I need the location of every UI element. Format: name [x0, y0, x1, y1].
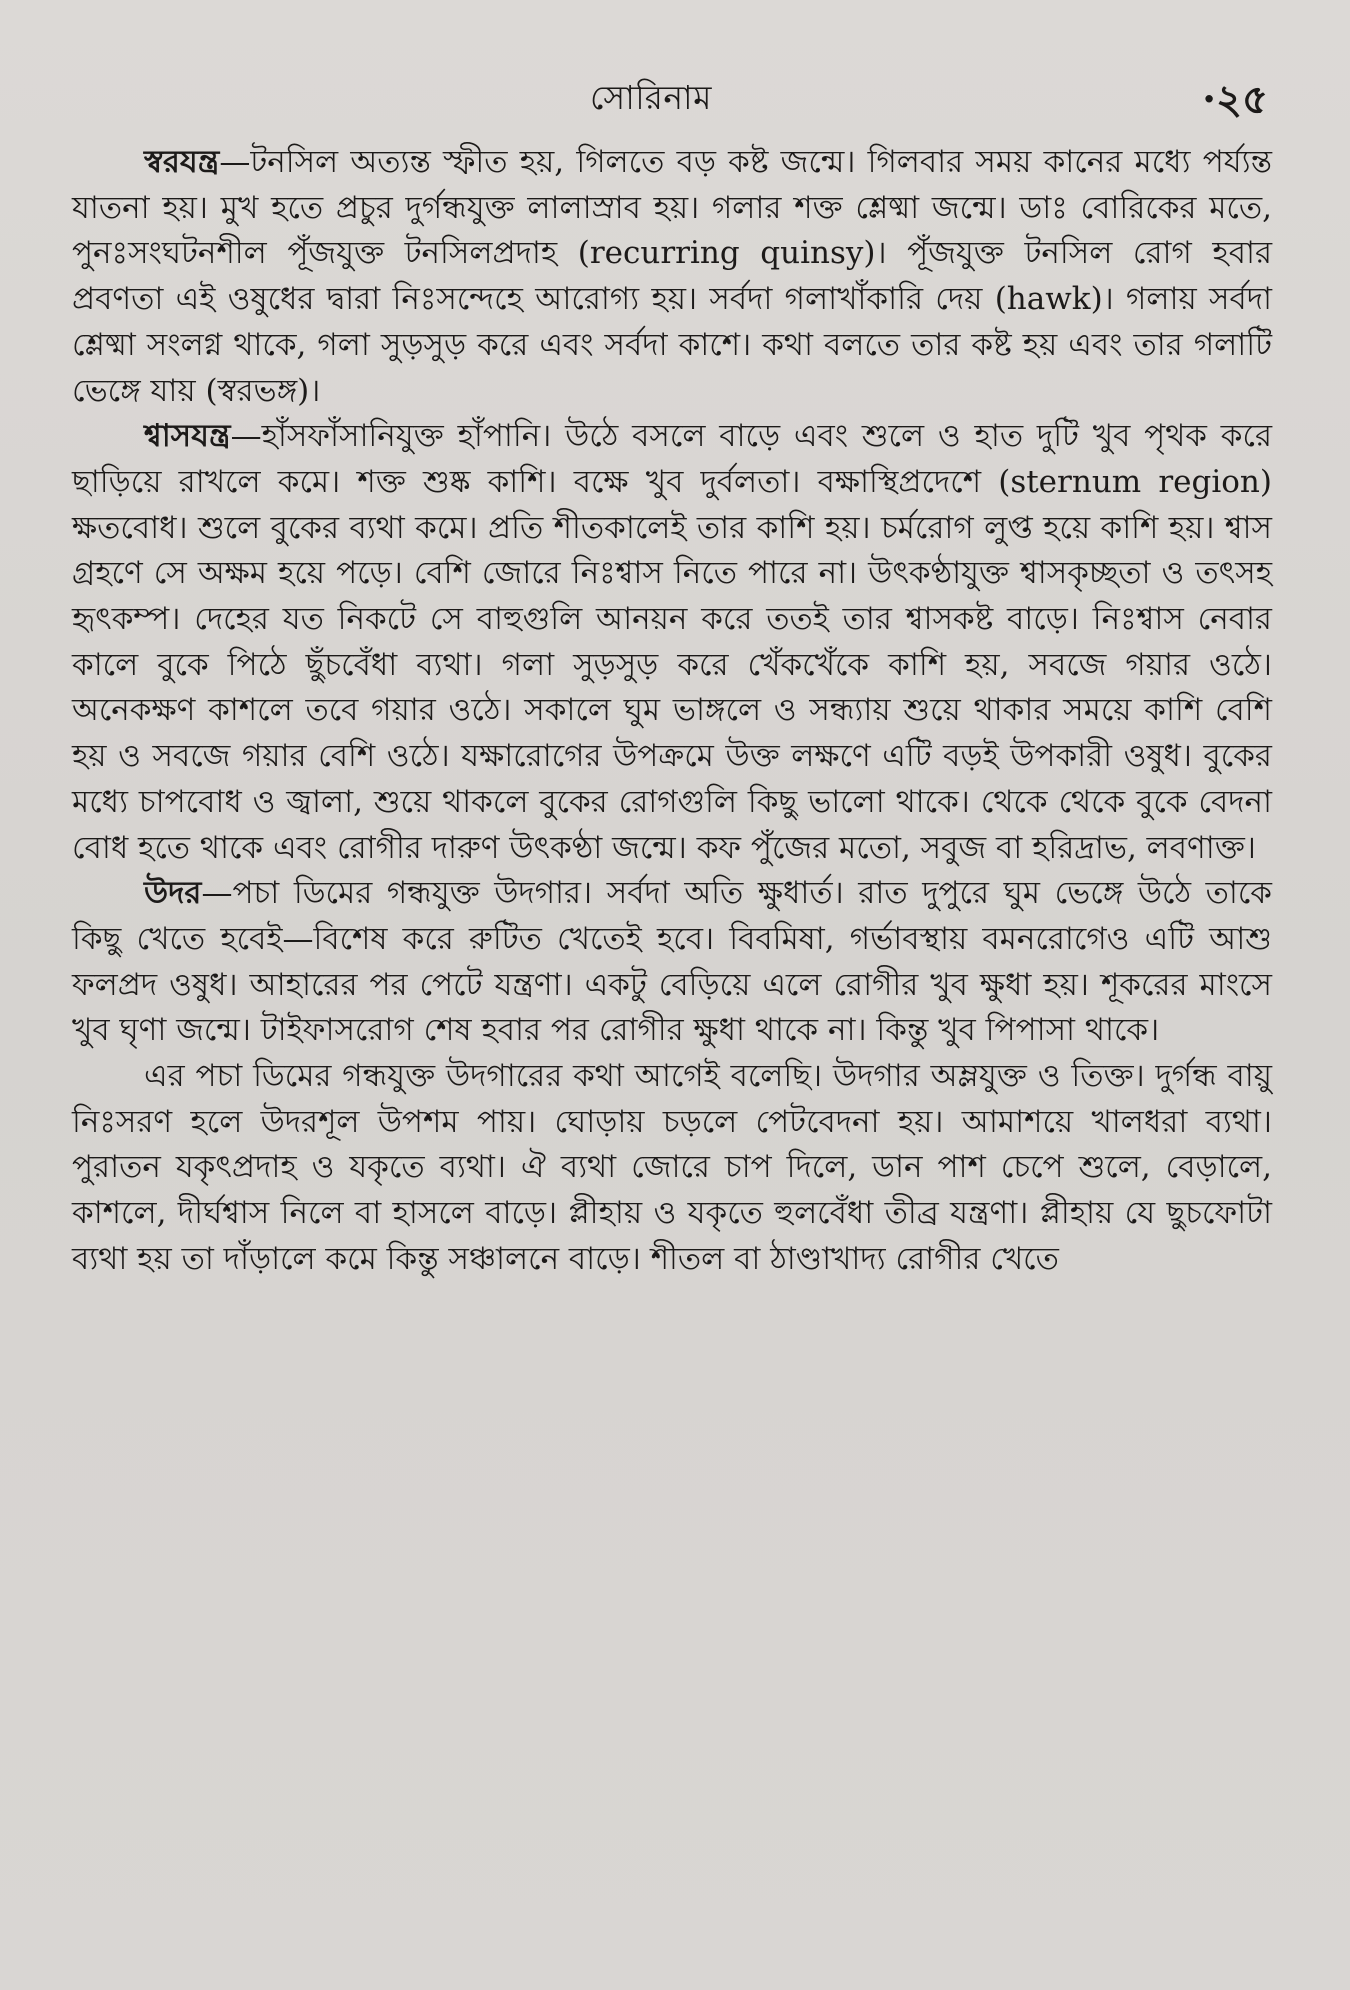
body-text: [72, 140, 1272, 1283]
paragraph-body: —পচা ডিমের গন্ধযুক্ত উদগার। সর্বদা অতি ক্ষুধার্ত। রাত দুপুরে ঘুম ভেঙ্গে উঠে তাকে কিছু খেতে হবেই—বিশেষ করে রুটিত খেতেই হবে। বিবমিষা, গর্ভাবস্থায় বমনরোগেও এটি আশু ফলপ্রদ ওষুধ। আহারের পর পেটে যন্ত্রণা। একটু বেড়িয়ে এলে রোগীর খুব ক্ষুধা হয়। শূকরের মাংসে খুব ঘৃণা জন্মে। টাইফাসরোগ শেষ হবার পর রোগীর ক্ষুধা থাকে না। কিন্তু খুব পিপাসা থাকে।: [72, 875, 1272, 1049]
paragraph-body: —টনসিল অত্যন্ত স্ফীত হয়, গিলতে বড় কষ্ট জন্মে। গিলবার সময় কানের মধ্যে পর্য্যন্ত যাতনা হয়। মুখ হতে প্রচুর দুর্গন্ধযুক্ত লালাস্রাব হয়। গলার শক্ত শ্লেষ্মা জন্মে। ডাঃ বোরিকের মতে, পুনঃসংঘটনশীল পূঁজযুক্ত টনসিলপ্রদাহ (recurring quinsy)। পূঁজযুক্ত টনসিল রোগ হবার প্রবণতা এই ওষুধের দ্বারা নিঃসন্দেহে আরোগ্য হয়। সর্বদা গলাখাঁকারি দেয় (hawk)। গলায় সর্বদা শ্লেষ্মা সংলগ্ন থাকে, গলা সুড়সুড় করে এবং সর্বদা কাশে। কথা বলতে তার কষ্ট হয় এবং তার গলাটি ভেঙ্গে যায় (স্বরভঙ্গ)।: [72, 144, 1272, 409]
paragraph-body: এর পচা ডিমের গন্ধযুক্ত উদগারের কথা আগেই বলেছি। উদগার অম্লযুক্ত ও তিক্ত। দুর্গন্ধ বায়ু নিঃসরণ হলে উদরশূল উপশম পায়। ঘোড়ায় চড়লে পেটবেদনা হয়। আমাশয়ে খালধরা ব্যথা। পুরাতন যকৃৎপ্রদাহ ও যকৃতে ব্যথা। ঐ ব্যথা জোরে চাপ দিলে, ডান পাশ চেপে শুলে, বেড়ালে, কাশলে, দীর্ঘশ্বাস নিলে বা হাসলে বাড়ে। প্লীহায় ও যকৃতে হুলবেঁধা তীব্র যন্ত্রণা। প্লীহায় যে ছুচফোটা ব্যথা হয় তা দাঁড়ালে কমে কিন্তু সঞ্চালনে বাড়ে। শীতল বা ঠাণ্ডাখাদ্য রোগীর খেতে: [72, 1058, 1272, 1277]
paragraph-abdomen: [72, 871, 1272, 1054]
paragraph-lead: উদর: [144, 875, 202, 912]
paragraph-body: —হাঁসফাঁসানিযুক্ত হাঁপানি। উঠে বসলে বাড়ে এবং শুলে ও হাত দুটি খুব পৃথক করে ছাড়িয়ে রাখলে কমে। শক্ত শুষ্ক কাশি। বক্ষে খুব দুর্বলতা। বক্ষাস্থিপ্রদেশে (sternum region) ক্ষতবোধ। শুলে বুকের ব্যথা কমে। প্রতি শীতকালেই তার কাশি হয়। চর্মরোগ লুপ্ত হয়ে কাশি হয়। শ্বাস গ্রহণে সে অক্ষম হয়ে পড়ে। বেশি জোরে নিঃশ্বাস নিতে পারে না। উৎকণ্ঠাযুক্ত শ্বাসকৃচ্ছতা ও তৎসহ হৃৎকম্প। দেহের যত নিকটে সে বাহুগুলি আনয়ন করে ততই তার শ্বাসকষ্ট বাড়ে। নিঃশ্বাস নেবার কালে বুকে পিঠে ছুঁচবেঁধা ব্যথা। গলা সুড়সুড় করে খেঁকখেঁকে কাশি হয়, সবজে গয়ার ওঠে। অনেকক্ষণ কাশলে তবে গয়ার ওঠে। সকালে ঘুম ভাঙ্গলে ও সন্ধ্যায় শুয়ে থাকার সময়ে কাশি বেশি হয় ও সবজে গয়ার বেশি ওঠে। যক্ষারোগের উপক্রমে উক্ত লক্ষণে এটি বড়ই উপকারী ওষুধ। বুকের মধ্যে চাপবোধ ও জ্বালা, শুয়ে থাকলে বুকের রোগগুলি কিছু ভালো থাকে। থেকে থেকে বুকে বেদনা বোধ হতে থাকে এবং রোগীর দারুণ উৎকণ্ঠা জন্মে। কফ পুঁজের মতো, সবুজ বা হরিদ্রাভ, লবণাক্ত।: [72, 418, 1272, 866]
page-header: [0, 72, 1350, 122]
paragraph-lead: স্বরযন্ত্র: [144, 144, 220, 180]
running-title: সোরিনাম: [590, 78, 712, 117]
paragraph-respiratory: [72, 414, 1272, 871]
paragraph-abdomen-continued: [72, 1054, 1272, 1283]
paragraph-lead: শ্বাসযন্ত্র: [144, 418, 231, 455]
paragraph-voice-organs: [72, 140, 1272, 414]
page-number: ·২৫: [1202, 76, 1268, 123]
